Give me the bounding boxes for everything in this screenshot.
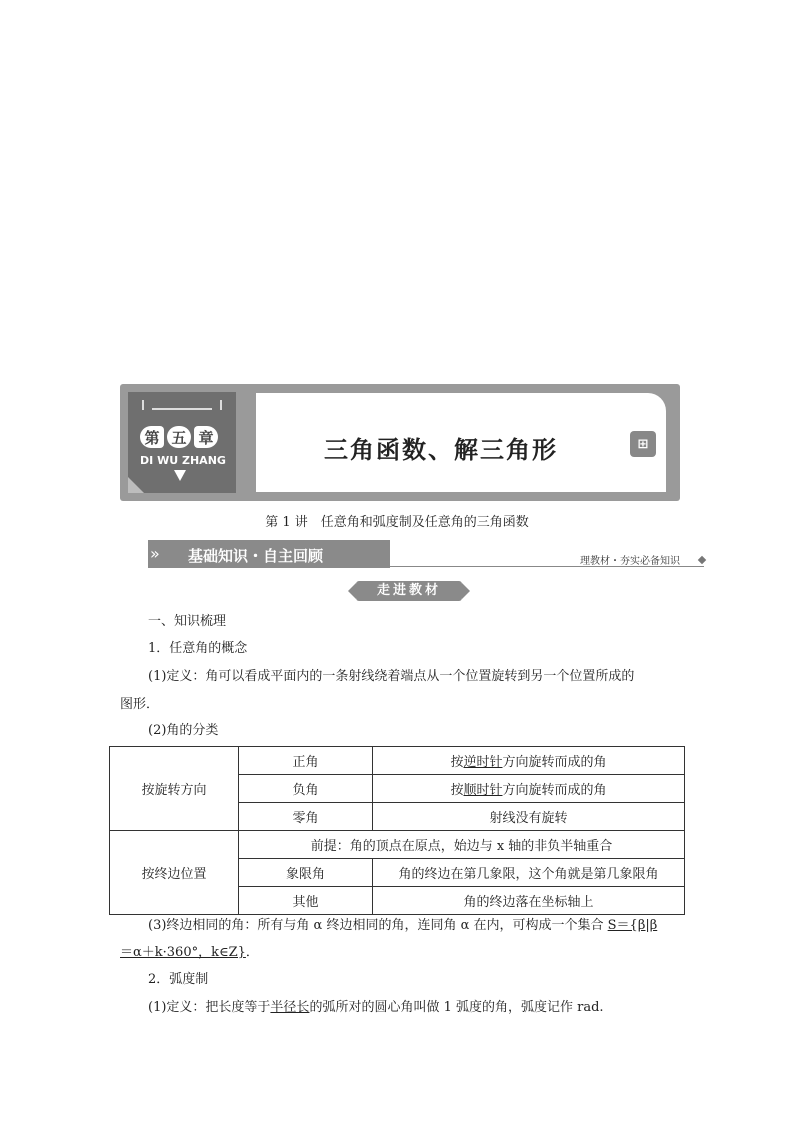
table-cell: 其他: [239, 887, 373, 915]
diamond-icon: [698, 556, 706, 564]
cell-text: 方向旋转而成的角: [502, 783, 607, 798]
table-row: [110, 831, 685, 859]
section-label: 基础知识・自主回顾: [188, 547, 324, 565]
terminal-set: S＝{β|β: [607, 918, 658, 933]
definition-text: 的弧所对的圆心角叫做 1 弧度的角，弧度记作 rad.: [309, 1000, 604, 1015]
double-chevron-icon: »: [150, 544, 160, 563]
table-cell: 正角: [239, 747, 373, 775]
book-search-icon[interactable]: ⊞: [630, 431, 656, 457]
table-group-cell: 按终边位置: [110, 831, 239, 915]
item-radian: 2．弧度制: [148, 972, 209, 987]
section-subtitle: 理教材・夯实必备知识: [580, 556, 680, 567]
definition-text: (1)定义：把长度等于: [148, 1000, 271, 1015]
cell-underline-text: 逆时针: [463, 755, 503, 770]
table-cell: 零角: [239, 803, 373, 831]
terminal-set: ＝α＋k·360°，k∈Z}: [120, 945, 246, 960]
angle-classification-table: [109, 746, 685, 915]
table-cell: 角的终边在第几象限，这个角就是第几象限角: [373, 859, 685, 887]
chapter-banner: [120, 384, 680, 501]
triangle-down-icon: [174, 470, 186, 481]
definition-line: (1)定义：角可以看成平面内的一条射线绕着端点从一个位置旋转到另一个位置所成的: [148, 669, 635, 684]
classification-heading: (2)角的分类: [148, 723, 219, 738]
table-cell: 象限角: [239, 859, 373, 887]
chapter-title-box: [256, 393, 666, 492]
table-cell: 射线没有旋转: [373, 803, 685, 831]
cell-text: 按: [450, 755, 464, 770]
chapter-badge: [128, 392, 236, 493]
definition-underline: 半径长: [270, 1000, 310, 1015]
terminal-side-line: [120, 945, 259, 961]
section-header: [148, 540, 390, 568]
chapter-char: 五: [167, 426, 191, 448]
chapter-char: 章: [194, 426, 218, 448]
cell-underline-text: 顺时针: [463, 783, 503, 798]
cell-text: 方向旋转而成的角: [502, 755, 607, 770]
subsection-banner: 走进教材: [356, 581, 462, 601]
chapter-number: [140, 426, 218, 448]
definition-line: 图形．: [120, 697, 160, 712]
page-fold-icon: [128, 477, 144, 493]
table-cell: 负角: [239, 775, 373, 803]
item-arbitrary-angle: 1．任意角的概念: [148, 641, 248, 656]
table-cell: [373, 775, 685, 803]
table-cell: 角的终边落在坐标轴上: [373, 887, 685, 915]
table-row: [110, 747, 685, 775]
chapter-title: 三角函数、解三角形: [324, 436, 558, 464]
table-cell: [373, 747, 685, 775]
lesson-title: 第 1 讲 任意角和弧度制及任意角的三角函数: [265, 515, 529, 530]
chapter-char: 第: [140, 426, 164, 448]
table-cell: 前提：角的顶点在原点，始边与 x 轴的非负半轴重合: [239, 831, 685, 859]
chapter-pinyin: DI WU ZHANG: [140, 454, 226, 467]
table-group-cell: 按旋转方向: [110, 747, 239, 831]
terminal-text: ．: [245, 945, 259, 960]
radian-definition: [148, 1000, 604, 1016]
badge-ornament: [142, 400, 222, 410]
terminal-text: (3)终边相同的角：所有与角 α 终边相同的角，连同角 α 在内，可构成一个集合: [148, 918, 608, 933]
heading-knowledge: 一、知识梳理: [148, 614, 227, 629]
cell-text: 按: [450, 783, 464, 798]
terminal-side-line: [148, 918, 657, 934]
